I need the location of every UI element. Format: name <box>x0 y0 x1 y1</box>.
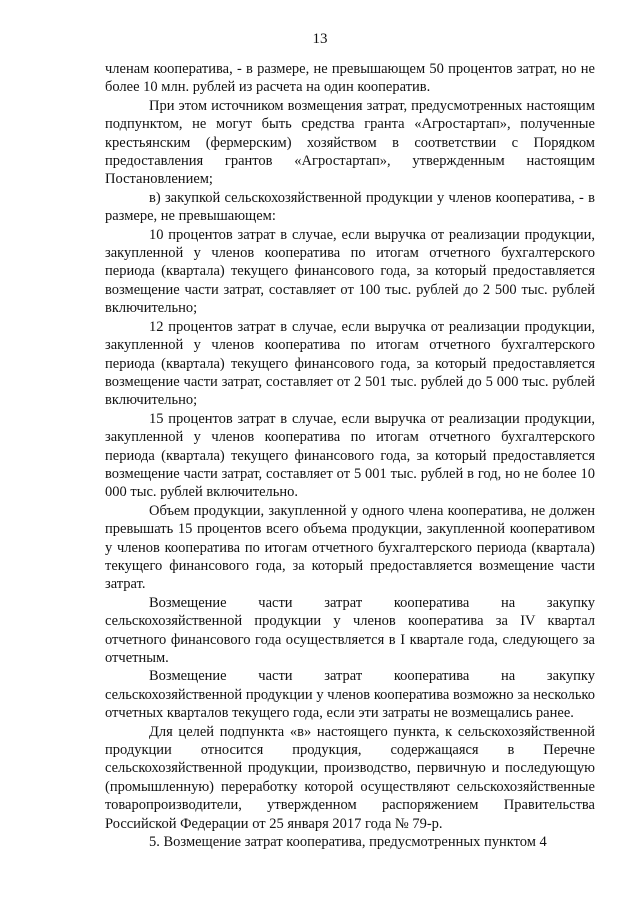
paragraph-volume-limit: Объем продукции, закупленной у одного члена кооператива, не должен превышать 15 процентов всего объема продукции, закупленной кооперативом у членов кооператива по итогам отчетного бухгалтерского периода (квартала) текущего финансового года, за который предоставляется возмещение части затрат. <box>105 502 595 593</box>
paragraph-continuation: членам кооператива, - в размере, не превышающем 50 процентов затрат, но не более 10 млн. рублей из расчета на один кооператив. <box>105 61 595 96</box>
paragraph-rate-10-percent: 10 процентов затрат в случае, если выручка от реализации продукции, закупленной у членов кооператива по итогам отчетного бухгалтерского периода (квартала) текущего финансового года, за который предоставляется возмещение части затрат, составляет от 100 тыс. рублей до 2 500 тыс. рублей включительно; <box>105 226 595 317</box>
page-number: 13 <box>312 31 328 47</box>
paragraph-rate-15-percent: 15 процентов затрат в случае, если выручка от реализации продукции, закупленной у членов кооператива по итогам отчетного бухгалтерского периода (квартала) текущего финансового года, за который предоставляется возмещение части затрат, составляет от 5 001 тыс. рублей в год, но не более 10 000 тыс. рублей включительно. <box>105 410 595 501</box>
paragraph-fourth-quarter: Возмещение части затрат кооператива на закупку сельскохозяйственной продукции у членов кооператива за IV квартал отчетного финансового года осуществляется в I квартале года, следующего за отчетным. <box>105 594 595 666</box>
paragraph-multiple-quarters: Возмещение части затрат кооператива на закупку сельскохозяйственной продукции у членов кооператива возможно за несколько отчетных кварталов текущего года, если эти затраты не возмещались ранее. <box>105 668 595 722</box>
paragraph-subitem-v: в) закупкой сельскохозяйственной продукции у членов кооператива, - в размере, не превышающем: <box>105 189 595 225</box>
paragraph-grant-source-note: При этом источником возмещения затрат, предусмотренных настоящим подпунктом, не могут быть средства гранта «Агростартап», полученные крестьянским (фермерским) хозяйством в соответствии с Порядком предоставления грантов «Агростартап», утвержденным настоящим Постановлением; <box>105 97 595 188</box>
paragraph-item-5: 5. Возмещение затрат кооператива, предусмотренных пунктом 4 <box>149 834 547 851</box>
paragraph-product-definition: Для целей подпункта «в» настоящего пункта, к сельскохозяйственной продукции относится продукция, содержащаяся в Перечне сельскохозяйственной продукции, производство, первичную и последующую (промышленную) переработку которой осуществляют сельскохозяйственные товаропроизводители, утвержденном распоряжением Правительства Российской Федерации от 25 января 2017 года № 79-р. <box>105 723 595 832</box>
paragraph-rate-12-percent: 12 процентов затрат в случае, если выручка от реализации продукции, закупленной у членов кооператива по итогам отчетного бухгалтерского периода (квартала) текущего финансового года, за который предоставляется возмещение части затрат, составляет от 2 501 тыс. рублей до 5 000 тыс. рублей включительно; <box>105 318 595 409</box>
document-body <box>105 60 595 851</box>
